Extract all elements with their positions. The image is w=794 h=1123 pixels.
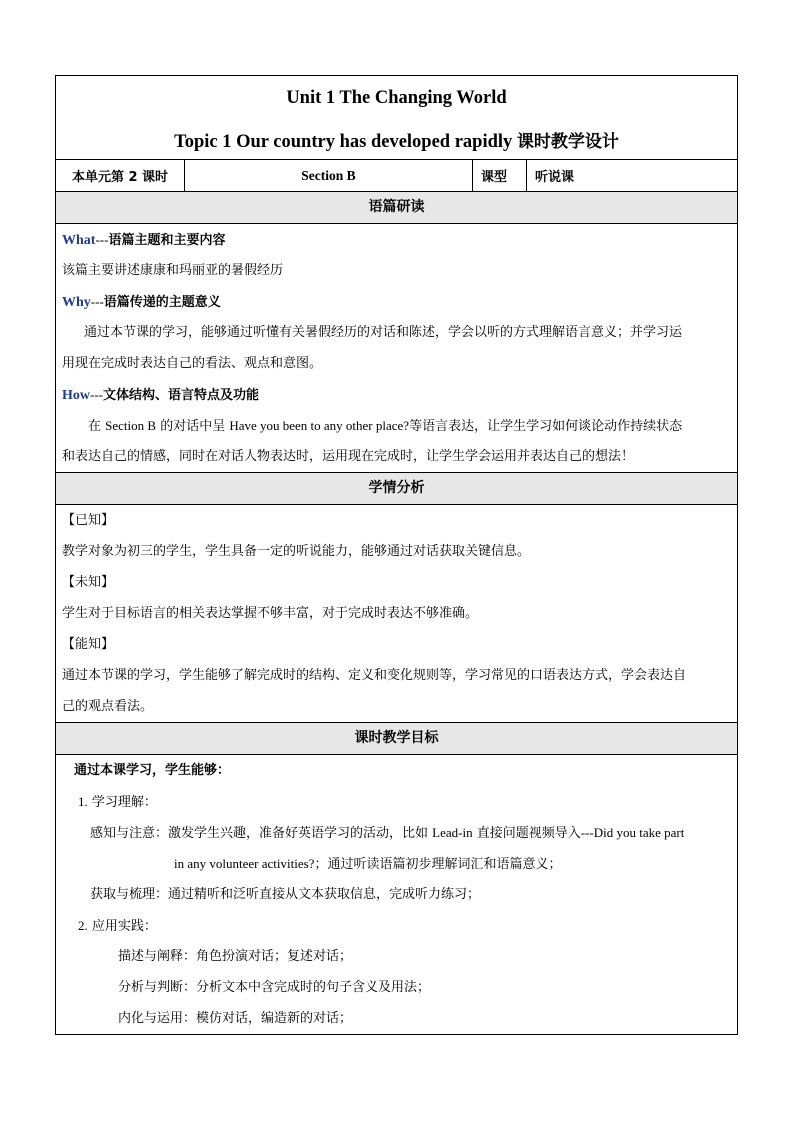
what-text: 该篇主要讲述康康和玛丽亚的暑假经历 (62, 263, 284, 278)
goal-1a-label: 感知与注意： (90, 826, 169, 841)
what-label: What (62, 233, 96, 248)
how-text-2: 和表达自己的情感，同时在对话人物表达时，运用现在完成时，让学生学会运用并表达自己的想法！ (62, 449, 635, 464)
how-text-1b: Section B (105, 418, 157, 433)
what-sep: --- (95, 232, 109, 247)
unit-title: Unit 1 The Changing World (286, 88, 507, 108)
how-sep: --- (90, 387, 103, 402)
goal-2-number: 2. (78, 918, 88, 933)
why-heading (62, 286, 731, 317)
goal-1a-text-d: ---Did you take part (580, 825, 685, 840)
analysis-header: 学情分析 (56, 473, 737, 505)
goal-2a-text: 角色扮演对话；复述对话； (196, 949, 353, 964)
goals-body (56, 755, 737, 1034)
goal-1a (62, 817, 731, 848)
goal-2 (62, 910, 731, 941)
reading-body (56, 224, 737, 473)
goal-2-title: 应用实践： (91, 919, 157, 934)
reading-header: 语篇研读 (56, 192, 737, 224)
goal-2b-text: 分析文本中含完成时的句子含义及用法； (196, 980, 431, 995)
info-row (56, 160, 737, 192)
goal-1b-label: 获取与梳理： (90, 887, 169, 902)
goal-1a-text-a: 激发学生兴趣，准备好英语学习的活动，比如 (168, 826, 433, 841)
lesson-plan-table (55, 75, 738, 1035)
goal-2b (62, 972, 731, 1003)
topic-title (56, 118, 737, 153)
topic-title-en: Topic 1 Our country has developed rapidly (174, 132, 517, 152)
how-heading (62, 379, 731, 410)
known-label: 【已知】 (62, 513, 115, 528)
why-label: Why (62, 295, 91, 310)
title-block (56, 76, 737, 160)
goal-1a-text-b: Lead-in (432, 825, 473, 840)
goal-1 (62, 786, 731, 817)
goals-header: 课时教学目标 (56, 723, 737, 755)
analysis-body (56, 505, 737, 723)
goal-1a-text-c: 直接问题视频导入 (472, 826, 581, 841)
type-value: 听说课 (535, 170, 575, 185)
goal-2b-label: 分析与判断： (118, 980, 197, 995)
type-label: 课型 (473, 160, 527, 191)
goals-intro: 通过本课学习，学生能够： (74, 763, 231, 778)
able-text-1: 通过本节课的学习，学生能够了解完成时的结构、定义和变化规则等，学习常见的口语表达方式，学会表达自 (62, 668, 687, 683)
topic-title-cn: 课时教学设计 (516, 132, 619, 152)
goal-1a-text-2b: ；通过听读语篇初步理解词汇和语篇意义； (314, 857, 562, 872)
known-text: 教学对象为初三的学生，学生具备一定的听说能力，能够通过对话获取关键信息。 (62, 544, 531, 559)
why-title: 语篇传递的主题意义 (103, 295, 221, 310)
section-name: Section B (185, 160, 473, 191)
goal-1a-text-2a: in any volunteer activities? (174, 856, 315, 871)
how-text-1c: 的对话中呈 (156, 419, 230, 434)
able-label: 【能知】 (62, 637, 115, 652)
goal-2c (62, 1003, 731, 1034)
lesson-number: 本单元第 2 课时 (56, 160, 185, 191)
what-heading (62, 224, 731, 255)
goal-1b (62, 879, 731, 910)
able-text-2: 己的观点看法。 (62, 699, 154, 714)
why-sep: --- (90, 294, 104, 309)
unknown-text: 学生对于目标语言的相关表达掌握不够丰富，对于完成时表达不够准确。 (62, 606, 479, 621)
how-text-1 (62, 410, 731, 441)
how-text-1a: 在 (88, 419, 106, 434)
how-text-1e: 等语言表达，让学生学习如何谈论动作持续状态 (409, 419, 683, 434)
unknown-label: 【未知】 (62, 575, 115, 590)
goal-1a-cont (62, 848, 731, 879)
goal-2a-label: 描述与阐释： (118, 949, 197, 964)
how-text-1d: Have you been to any other place? (229, 418, 410, 433)
what-title: 语篇主题和主要内容 (108, 233, 226, 248)
how-label: How (62, 388, 90, 403)
goal-2a (62, 941, 731, 972)
goal-2c-label: 内化与运用： (118, 1011, 197, 1026)
how-title: 文体结构、语言特点及功能 (103, 388, 260, 403)
why-text-2: 用现在完成时表达自己的看法、观点和意图。 (62, 356, 323, 371)
goal-1b-text: 通过精听和泛听直接从文本获取信息，完成听力练习； (168, 887, 481, 902)
goal-1-number: 1. (78, 794, 88, 809)
goal-1-title: 学习理解： (91, 795, 157, 810)
why-text-1: 通过本节课的学习，能够通过听懂有关暑假经历的对话和陈述，学会以听的方式理解语言意义；并学习运 (84, 325, 683, 340)
goal-2c-text: 模仿对话，编造新的对话； (196, 1011, 353, 1026)
